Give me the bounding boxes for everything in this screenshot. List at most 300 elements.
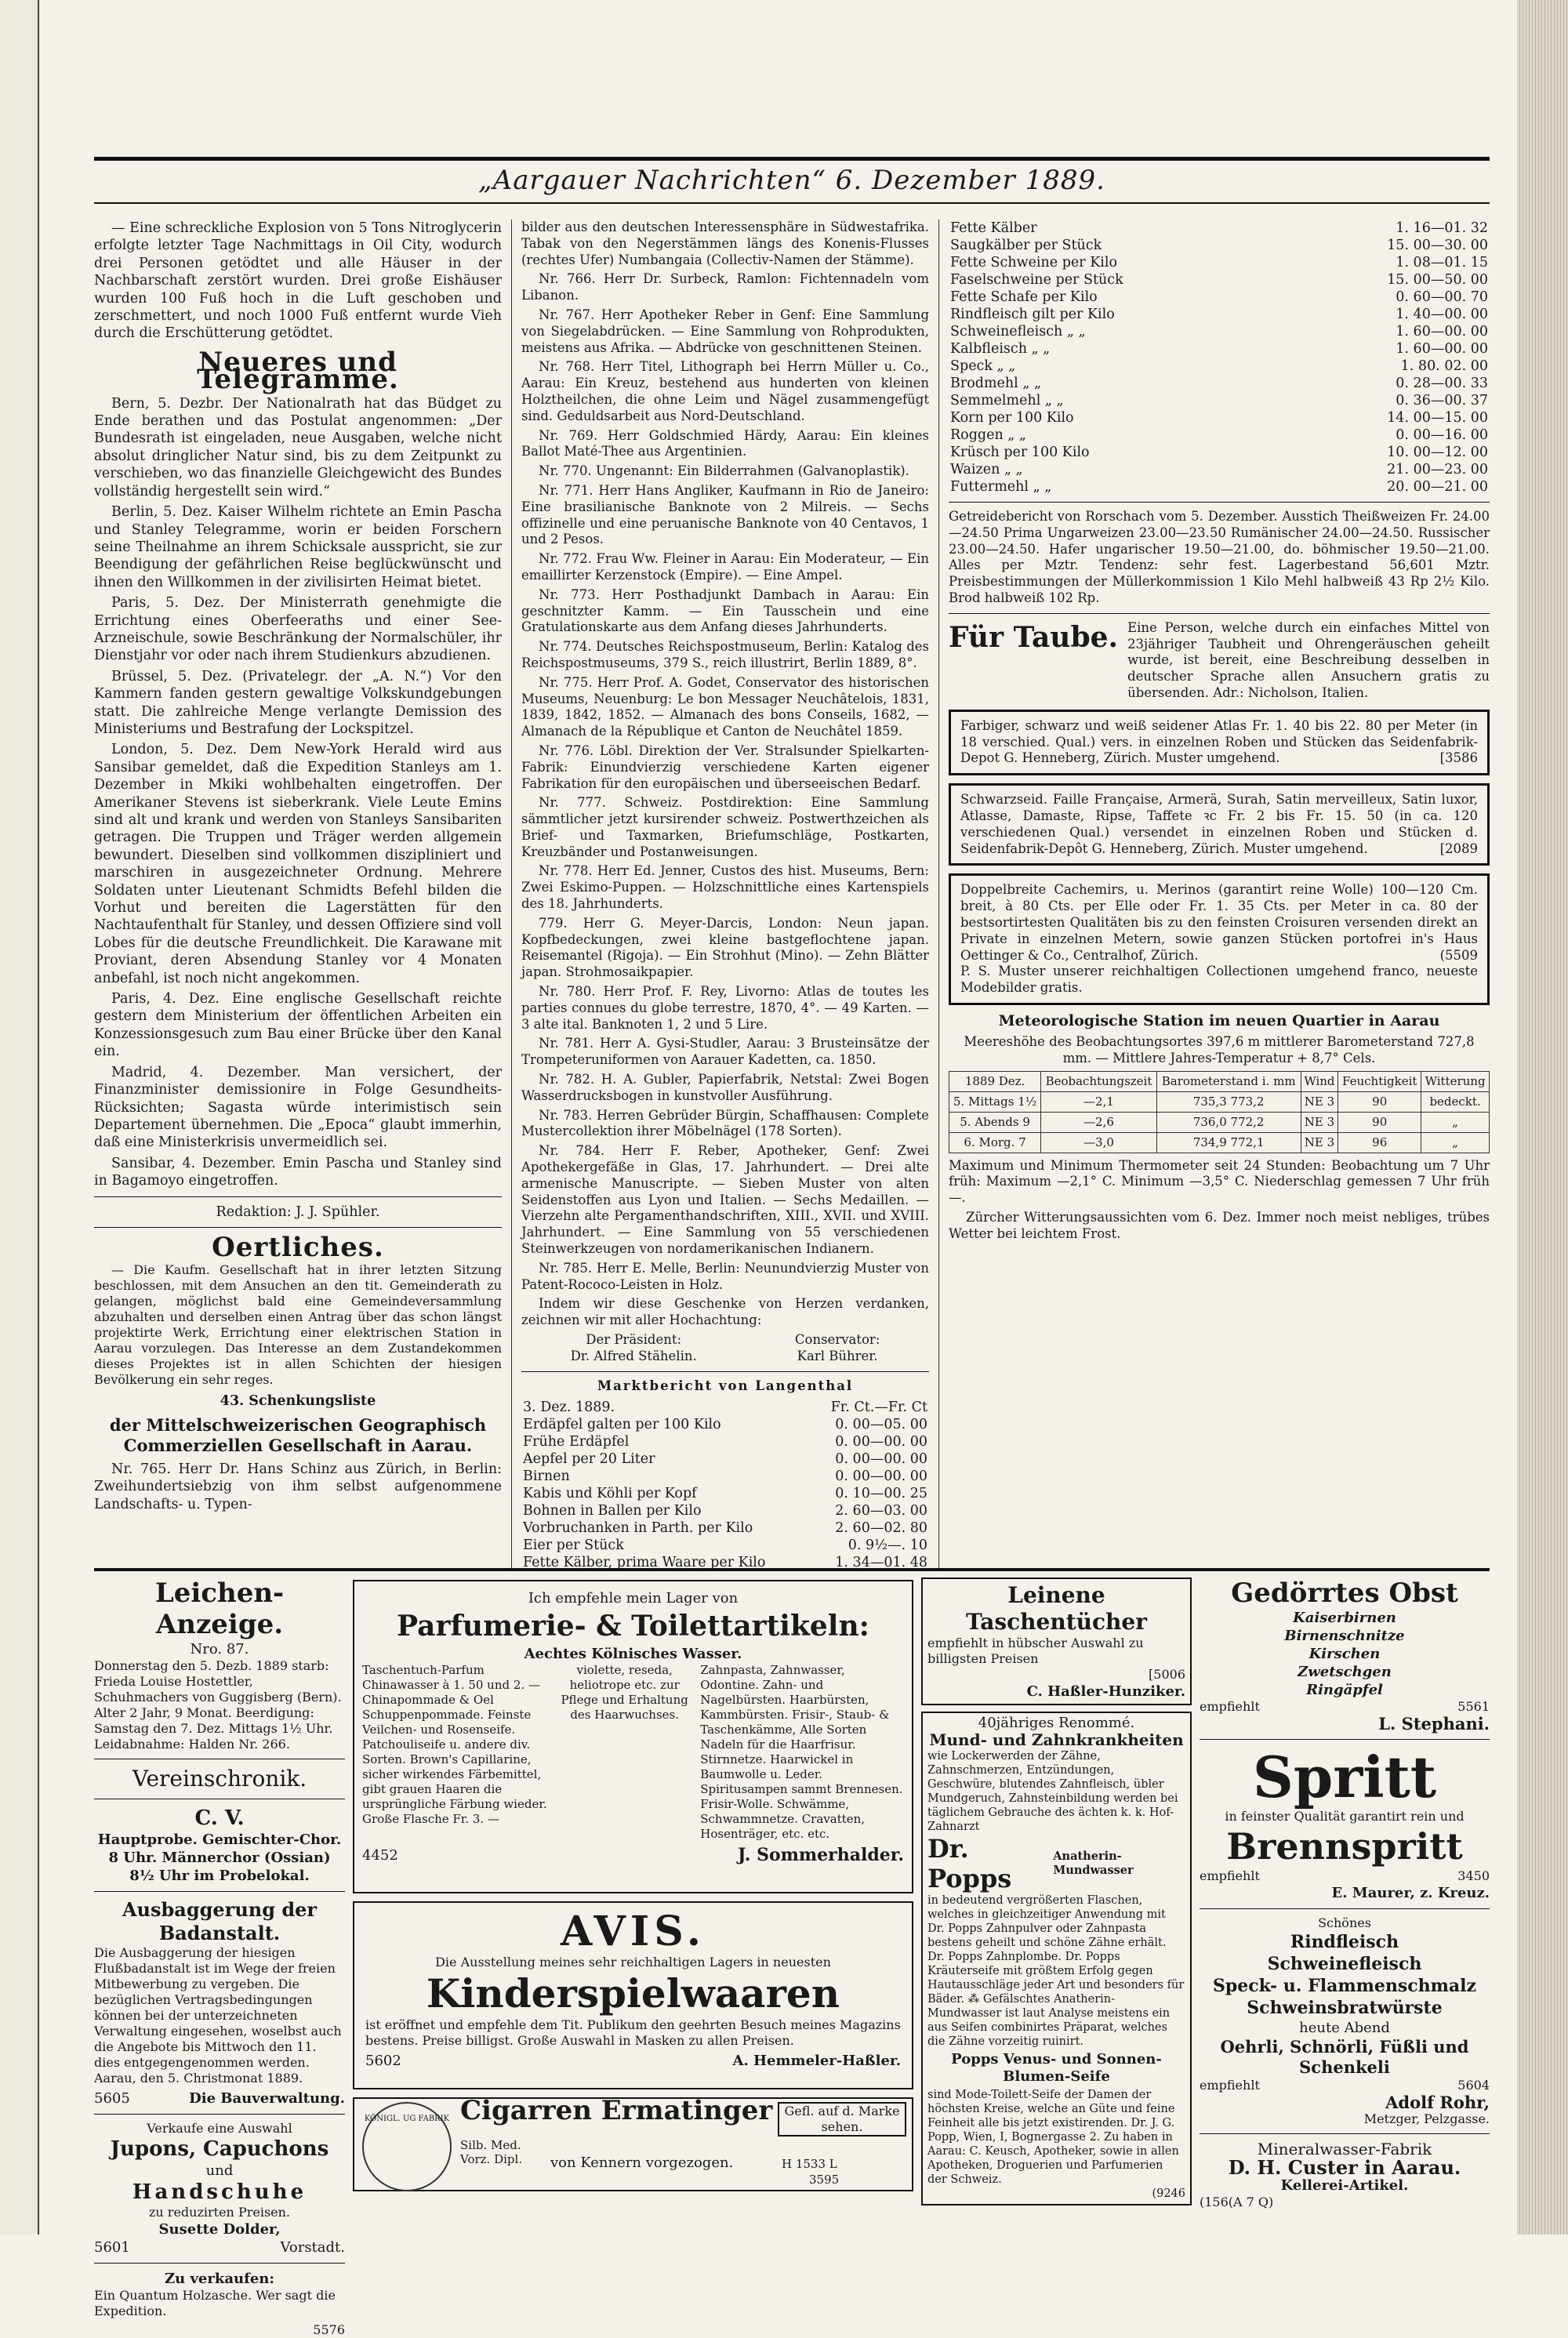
donation-776: Nr. 776. Löbl. Direktion der Ver. Stralsunder Spielkarten-Fabrik: Einundvierzig verschiedene Karten eigener Fabrikation für den europäischen und überseeischen Bedarf. xyxy=(521,742,929,791)
parfumerie-footer xyxy=(362,1846,904,1864)
price-value: 0. 60—00. 70 xyxy=(1396,289,1488,305)
divider xyxy=(94,2263,345,2264)
signature-title: Der Präsident: xyxy=(586,1332,682,1347)
price-item: Waizen „ „ xyxy=(950,462,1023,477)
rohr-item: Rindfleisch xyxy=(1290,1932,1399,1952)
rohr-intro: Schönes xyxy=(1318,1915,1371,1930)
market-item: Kabis und Köhli per Kopf xyxy=(523,1486,697,1502)
market-item: Erdäpfel galten per 100 Kilo xyxy=(523,1417,721,1433)
left-page-edge xyxy=(0,0,39,2235)
donation-765: Nr. 765. Herr Dr. Hans Schinz aus Zürich, in Berlin: Zweihundertsiebzig von ihm selbst aufgenommene Landschafts- u. Typen- xyxy=(94,1461,502,1512)
market-price: 0. 00—00. 00 xyxy=(835,1469,927,1485)
jupons-name: Susette Dolder, xyxy=(158,2221,281,2238)
spritt-footer xyxy=(1200,1868,1490,1884)
price-row xyxy=(949,340,1490,358)
ad-code: 5604 xyxy=(1457,2078,1490,2093)
divider xyxy=(94,2114,345,2115)
divider xyxy=(1200,2133,1490,2134)
ads-column-center-right xyxy=(921,1577,1192,2200)
rohr-sign-left: empfiehlt xyxy=(1200,2078,1260,2093)
ad-code: 3450 xyxy=(1457,1868,1490,1883)
taschentuecher-sign: C. Haßler-Hunziker. xyxy=(1026,1683,1185,1700)
telegram-madrid: Madrid, 4. Dezember. Man versichert, der Finanzminister demissionire in Folge Gesundheits-Rücksichten; Sagasta würde interimistisch sein Departement übernehmen. Die „Epoca“ glaubt immerhin, daß eine Ministerkrisis unvermeidlich sei. xyxy=(94,1064,502,1151)
price-row xyxy=(949,427,1490,444)
price-item: Korn per 100 Kilo xyxy=(950,410,1074,426)
meteo-cell: 5. Abends 9 xyxy=(949,1112,1041,1132)
meteo-header-row xyxy=(949,1072,1490,1092)
club-chronicle-title: Vereinschronik. xyxy=(132,1766,307,1792)
market-row xyxy=(521,1502,929,1519)
cv-title: C. V. xyxy=(194,1806,245,1830)
market-report-title: Marktbericht von Langenthal xyxy=(597,1378,854,1393)
weather-outlook: Zürcher Witterungsaussichten vom 6. Dez. Immer noch meist nebliges, trübes Wetter bei leichtem Frost. xyxy=(949,1209,1490,1241)
parfumerie-mid: violette, reseda, heliotrope etc. zur Pflege und Erhaltung des Haarwuchses. xyxy=(561,1663,688,1722)
parfumerie-sign: J. Sommerhalder. xyxy=(738,1845,904,1865)
price-value: 1. 80. 02. 00 xyxy=(1400,358,1488,374)
popp-big: Dr. Popps xyxy=(927,1834,1012,1893)
price-item: Faselschweine per Stück xyxy=(950,272,1123,288)
donation-784: Nr. 784. Herr F. Reber, Apotheker, Genf: Zwei Apothekergefäße in Glas, 17. Jahrhundert. — Drei alte armenische Manuscripte. — Sieben Muster von alten Seidenstoffen aus Lyon und Italien. — Sechs Medaillen. — Vierzehn alte Pergamenthandschriften, XIII., XVII. und XVIII. Jahrhundert. — Eine Sammlung von 55 verschiedenen Steinwerkzeugen von nordamerikanischen Indianern. xyxy=(521,1143,929,1257)
ad-code: (156(A 7 Q) xyxy=(1200,2195,1274,2209)
price-table xyxy=(949,220,1490,496)
cachemir-text: Doppelbreite Cachemirs, u. Merinos (garantirt reine Wolle) 100—120 Cm. breit, à 80 Cts. per Elle oder Fr. 1. 35 Cts. per Meter in ca. 80 der bestsortirtesten Qualitäten bis zu den feinsten Croisuren versenden direkt an Private in einzelnen Metern, sowie ganzen Stücken portofrei in's Haus Oettinger & Co., Centralhof, Zürich. xyxy=(960,882,1478,963)
meteo-cell: bedeckt. xyxy=(1421,1092,1490,1113)
taube-ad xyxy=(949,620,1490,702)
popp-brand xyxy=(927,1834,1185,1893)
signature-title: Conservator: xyxy=(794,1332,880,1347)
price-value: 20. 00—21. 00 xyxy=(1387,479,1488,495)
ad-code: 4452 xyxy=(362,1847,398,1864)
obituary-title: Leichen-Anzeige. xyxy=(154,1577,285,1640)
popp-side: Anatherin-Mundwasser xyxy=(1053,1850,1134,1877)
popp-seife: Popps Venus- und Sonnen-Blumen-Seife xyxy=(951,2051,1162,2085)
donation-774: Nr. 774. Deutsches Reichspostmuseum, Berlin: Katalog des Reichspostmuseums, 379 S., reich illustrirt, Berlin 1889, 8°. xyxy=(521,639,929,670)
editor-credit: Redaktion: J. J. Spühler. xyxy=(216,1203,380,1220)
masthead: „Aargauer Nachrichten“ 6. Dezember 1889. xyxy=(478,165,1105,196)
price-item: Schweinefleisch „ „ xyxy=(950,324,1086,339)
cigar-title: Cigarren Ermatinger xyxy=(460,2095,773,2126)
article-explosion: — Eine schreckliche Explosion von 5 Tons Nitroglycerin erfolgte letzter Tage Nachmittags in Oil City, wodurch drei Personen getödtet und alle Häuser in der Nachbarschaft zerstört wurden. Drei große Eishäuser wurden 100 Fuß hoch in die Luft geschoben und zerschmettert, und noch 1000 Fuß entfernt wurde Vieh durch die Erschütterung getödtet. xyxy=(94,220,502,342)
obst-sign-left: empfiehlt xyxy=(1200,1699,1260,1714)
price-row xyxy=(949,289,1490,306)
market-item: Aepfel per 20 Liter xyxy=(523,1451,655,1468)
cigarren-ad xyxy=(353,2097,913,2191)
masthead-rule xyxy=(94,202,1490,204)
donation-785: Nr. 785. Herr E. Melle, Berlin: Neunundvierzig Muster von Patent-Rococo-Leisten in Holz. xyxy=(521,1260,929,1292)
cigar-stamp-icon xyxy=(362,2102,452,2191)
market-item: Frühe Erdäpfel xyxy=(523,1434,630,1450)
badanstalt-footer xyxy=(94,2089,345,2107)
signature-name: Karl Bührer. xyxy=(797,1348,878,1363)
price-row xyxy=(949,220,1490,237)
column-1 xyxy=(94,220,502,1564)
ad-code: [3586 xyxy=(1439,750,1478,766)
rohr-name: Adolf Rohr, xyxy=(1385,2093,1490,2112)
price-row xyxy=(949,323,1490,340)
divider xyxy=(949,502,1490,503)
meteo-cell: NE 3 xyxy=(1301,1132,1338,1153)
jupons-intro: Verkaufe eine Auswahl xyxy=(147,2121,292,2136)
cachemir-ps: P. S. Muster unserer reichhaltigen Collectionen umgehend franco, neueste Modebilder gratis. xyxy=(960,964,1478,996)
donation-766: Nr. 766. Herr Dr. Surbeck, Ramlon: Fichtennadeln vom Libanon. xyxy=(521,271,929,303)
cachemir-ad xyxy=(949,873,1490,1005)
section-heading-telegramme: Neueres und Telegramme. xyxy=(197,346,399,396)
ad-code: 5601 xyxy=(94,2239,130,2256)
market-row xyxy=(521,1468,929,1485)
jupons-place: Vorstadt. xyxy=(280,2239,345,2256)
meteo-footer: Maximum und Minimum Thermometer seit 24 Stunden: Beobachtung um 7 Uhr früh: Maximum —2,1° C. Minimum —3,5° C. Niederschlag gemessen 7 Uhr früh —. xyxy=(949,1157,1490,1206)
price-value: 0. 28—00. 33 xyxy=(1396,376,1488,391)
price-row xyxy=(949,409,1490,427)
price-value: 1. 16—01. 32 xyxy=(1396,220,1488,236)
obst-item: Ringäpfel xyxy=(1306,1682,1383,1698)
price-item: Kalbfleisch „ „ xyxy=(950,341,1051,357)
divider xyxy=(94,1227,502,1228)
popp-ad xyxy=(921,1712,1192,2205)
mineral-title: Mineralwasser-Fabrik xyxy=(1257,2140,1432,2158)
donation-783: Nr. 783. Herren Gebrüder Bürgin, Schaffhausen: Complete Mustercollektion ihrer Möbelnägel (178 Sorten). xyxy=(521,1107,929,1139)
society-name: der Mittelschweizerischen Geographisch Commerziellen Gesellschaft in Aarau. xyxy=(109,1414,487,1455)
meteo-row xyxy=(949,1092,1490,1113)
meteo-cell: 6. Morg. 7 xyxy=(949,1132,1041,1153)
avis-sign: A. Hemmeler-Haßler. xyxy=(732,2053,901,2069)
market-price: 0. 00—00. 00 xyxy=(835,1434,927,1450)
meteo-cell: 90 xyxy=(1338,1112,1421,1132)
obst-item: Kirschen xyxy=(1308,1646,1381,1662)
taube-text: Eine Person, welche durch ein einfaches Mittel von 23jähriger Taubheit und Ohrengeräuschen geheilt wurde, ist bereit, eine Beschreibung desselben in deutscher Sprache allen Ansuchern gratis zu übersenden. Adr.: Nicholson, Italien. xyxy=(1127,619,1490,700)
column-divider xyxy=(511,220,512,1568)
market-table xyxy=(521,1399,929,1571)
donation-779: 779. Herr G. Meyer-Darcis, London: Neun japan. Kopfbedeckungen, zwei kleine bastgeflochtene japan. Reisemantel (Rigoja). — Ein Strohhut (Mino). — Zehn Blätter japan. Strohmosaikpapier. xyxy=(521,915,929,980)
telegram-bruessel: Brüssel, 5. Dez. (Privatelegr. der „A. N.“) Vor den Kammern fanden gestern gewaltige Volkskundgebungen statt. Die zahlreiche Menge verlangte Demission des Ministeriums und Bestrafung der Lockspitzel. xyxy=(94,668,502,737)
obituary-text: Donnerstag den 5. Dezb. 1889 starb: Frieda Louise Hostettler, Schuhmachers von Guggisberg (Bern). Alter 2 Jahr, 9 Monat. Beerdigung: Samstag den 7. Dez. Mittags 1½ Uhr. Leidabnahme: Halden Nr. 266. xyxy=(94,1658,342,1752)
market-price-header: Fr. Ct.—Fr. Ct xyxy=(830,1400,927,1416)
article-local: — Die Kaufm. Gesellschaft hat in ihrer letzten Sitzung beschlossen, mit dem Ansuchen an den tit. Gemeinderath zu gelangen, möglichst bald eine Gemeindeversammlung abzuhalten und derselben einen Antrag über das schon längst projektirte Werk, Errichtung einer elektrischen Station in Aarau vorzulegen. Das Interesse an dem Zustandekommen dieses Projektes ist in allen Schichten der hiesigen Bevölkerung ein sehr reges. xyxy=(94,1262,502,1388)
cigar-note: Gefl. auf d. Marke sehen. xyxy=(778,2102,906,2137)
market-row xyxy=(521,1537,929,1554)
donation-list-title: 43. Schenkungsliste xyxy=(220,1393,376,1410)
rohr-item: Speck- u. Flammenschmalz xyxy=(1212,1976,1477,1996)
avis-sub: Die Ausstellung meines sehr reichhaltigen Lagers in neuesten xyxy=(435,1955,831,1970)
meteo-cell: —2,6 xyxy=(1041,1112,1157,1132)
price-item: Rindfleisch gilt per Kilo xyxy=(950,307,1115,322)
price-value: 15. 00—50. 00 xyxy=(1387,272,1488,288)
ad-code: (9246 xyxy=(1152,2187,1185,2200)
rohr-list xyxy=(1200,1931,1490,2019)
market-price: 2. 60—03. 00 xyxy=(835,1503,927,1519)
donation-772: Nr. 772. Frau Ww. Fleiner in Aarau: Ein Moderateur, — Ein emaillirter Kerzenstock (Empire). — Eine Ampel. xyxy=(521,551,929,583)
ad-code: [2089 xyxy=(1439,840,1478,856)
market-row xyxy=(521,1450,929,1468)
meteo-header: 1889 Dez. xyxy=(949,1072,1041,1092)
avis-text: ist eröffnet und empfehle dem Tit. Publikum den geehrten Besuch meines Magazins bestens. Preise billigst. Große Auswahl in Masken zu allen Preisen. xyxy=(365,2017,901,2048)
divider xyxy=(521,1371,929,1372)
spritt-sign: E. Maurer, z. Kreuz. xyxy=(1331,1885,1490,1901)
badanstalt-title: Ausbaggerung der Badanstalt. xyxy=(122,1898,318,1944)
donation-778: Nr. 778. Herr Ed. Jenner, Custos des hist. Museums, Bern: Zwei Eskimo-Puppen. — Holzschnittliche eines Kartenspiels des 18. Jahrhunderts. xyxy=(521,863,929,912)
market-item: Fette Kälber, prima Waare per Kilo xyxy=(523,1555,766,1571)
parfumerie-right: Zahnpasta, Zahnwasser, Odontine. Zahn- und Nagelbürsten. Haarbürsten, Kammbürsten. Frisir-, Staub- & Taschenkämme, Alle Sorten Nadeln für die Haarfrisur. Stirnnetze. Haarwickel in Baumwolle u. Leder. Spiritusampen sammt Brennesen. Frisir-Wolle. Schwämme, Schwammnetze. Cravatten, Hosenträger, etc. etc. xyxy=(700,1663,903,1841)
avis-big: Kinderspielwaaren xyxy=(426,1970,840,2017)
taschentuecher-text: empfiehlt in hübscher Auswahl zu billigsten Preisen xyxy=(927,1636,1144,1666)
column-divider xyxy=(938,220,939,1568)
price-row xyxy=(949,237,1490,254)
telegram-london: London, 5. Dez. Dem New-York Herald wird aus Sansibar gemeldet, daß die Expedition Stanleys am 1. Dezember in Mkiki wohlbehalten eingetroffen. Der Amerikaner Stevens ist sieberkrank. Viele Leute Emins sind alt und krank und werden von Stanleys Sansibariten getragen. Die Truppen und Träger werden allgemein bewundert. Dieselben sind vollkommen diszipliniert und marschiren in ausgezeichneter Ordnung. Mehrere Soldaten unter Lieutenant Schmidts Befehl bilden die Vorhut und bereiten die Lagerstätten für den Nachtaufenthalt für Stanley, und dessen Offiziere sind voll Lobes für die deutsche Freundlichkeit. Die Karawane mit Proviant, deren Absendung Stanley vor 4 Monaten anbefahl, ist noch nicht angekommen. xyxy=(94,742,502,986)
silk-atlas-text: Farbiger, schwarz und weiß seidener Atlas Fr. 1. 40 bis 22. 80 per Meter (in 18 verschied. Qual.) vers. in einzelnen Roben und Stücken das Seidenfabrik-Depot G. Henneberg, Zürich. Muster umgehend. xyxy=(960,717,1478,766)
meteo-cell: NE 3 xyxy=(1301,1112,1338,1132)
meteo-cell: 90 xyxy=(1338,1092,1421,1113)
signature-conservator xyxy=(795,1332,880,1365)
top-rule xyxy=(94,157,1490,161)
rorschach-report: Getreidebericht von Rorschach vom 5. Dezember. Ausstich Theißweizen Fr. 24.00—24.50 Prima Ungarweizen 23.00—23.50 Rumänischer 24.00—24.50. Russischer 23.00—24.50. Hafer ungarischer 19.50—21.00, do. böhmischer 19.50—21.00. Alles per Mztr. Tendenz: sehr fest. Lagerbestand 56,601 Mztr. Preisbestimmungen der Müllerkommission 1 Kilo Mehl halbweiß 43 Rp 2½ Kilo. Brod halbweiß 102 Rp. xyxy=(949,509,1490,605)
price-item: Brodmehl „ „ xyxy=(950,376,1042,391)
market-table-header xyxy=(521,1399,929,1416)
meteo-table xyxy=(949,1071,1490,1153)
meteo-cell: 736,0 772,2 xyxy=(1156,1112,1301,1132)
donation-777: Nr. 777. Schweiz. Postdirektion: Eine Sammlung sämmtlicher jetzt kursirender schweiz. Postwerthzeichen als Brief- und Taxmarken, Briefumschläge, Postkarten, Kreuzbänder und Postanweisungen. xyxy=(521,795,929,859)
price-value: 1. 60—00. 00 xyxy=(1396,341,1488,357)
cv-text: Hauptprobe. Gemischter-Chor. 8 Uhr. Männerchor (Ossian) 8½ Uhr im Probelokal. xyxy=(97,1832,342,1884)
divider xyxy=(1200,1908,1490,1909)
obst-list xyxy=(1200,1609,1490,1699)
spritt-title-2: Brennspritt xyxy=(1226,1825,1463,1868)
price-item: Fette Schweine per Kilo xyxy=(950,255,1117,270)
spritt-text: in feinster Qualität garantirt rein und xyxy=(1225,1809,1465,1824)
parfumerie-intro: Ich empfehle mein Lager von xyxy=(528,1590,739,1606)
jupons-title: Jupons, Capuchons xyxy=(110,2137,329,2161)
market-row xyxy=(521,1433,929,1450)
meteo-header: Barometerstand i. mm xyxy=(1156,1072,1301,1092)
meteo-cell: NE 3 xyxy=(1301,1092,1338,1113)
jupons-price: zu reduzirten Preisen. xyxy=(148,2205,291,2220)
market-date: 3. Dez. 1889. xyxy=(523,1400,615,1416)
obst-sign: L. Stephani. xyxy=(1378,1714,1490,1734)
meteo-cell: 96 xyxy=(1338,1132,1421,1153)
meteo-title: Meteorologische Station im neuen Quartier in Aarau xyxy=(998,1011,1440,1029)
badanstalt-text: Die Ausbaggerung der hiesigen Flußbadanstalt ist im Wege der freien Mitbewerbung zu vergeben. Die bezüglichen Vertragsbedingungen können bei der unterzeichneten Verwaltung eingesehen, woselbst auch die Angebote bis Mittwoch den 11. dies entgegengenommen werden. Aarau, den 5. Christmonat 1889. xyxy=(94,1945,342,2086)
ads-column-right xyxy=(1200,1577,1490,2209)
silk-faille-ad xyxy=(949,783,1490,866)
market-price: 0. 00—05. 00 xyxy=(835,1417,927,1433)
price-row xyxy=(949,478,1490,496)
market-price: 0. 00—00. 00 xyxy=(835,1451,927,1468)
donation-text: bilder aus den deutschen Interessensphäre in Südwestafrika. Tabak von den Negerstämmen längs des Konenis-Flusses (rechtes Ufer) Numbangaia (Collectiv-Namen der Stämme). xyxy=(521,220,929,267)
market-row xyxy=(521,1519,929,1537)
telegram-paris-2: Paris, 4. Dez. Eine englische Gesellschaft reichte gestern dem Ministerium der öffentlichen Arbeiten ein Konzessionsgesuch zum Bau einer Brücke über den Kanal ein. xyxy=(94,991,502,1060)
meteo-cell: —2,1 xyxy=(1041,1092,1157,1113)
price-item: Semmelmehl „ „ xyxy=(950,393,1064,408)
donation-781: Nr. 781. Herr A. Gysi-Studler, Aarau: 3 Brusteinsätze der Trompeteruniformen von Aarauer Kadetten, ca. 1850. xyxy=(521,1036,929,1068)
ad-code: 5576 xyxy=(313,2322,345,2337)
rohr-footer xyxy=(1200,2078,1490,2093)
jupons-und: und xyxy=(205,2162,234,2179)
cigar-code: H 1533 L xyxy=(782,2157,837,2171)
popp-intro: 40jähriges Renommé. xyxy=(978,1715,1135,1731)
sale-title: Zu verkaufen: xyxy=(164,2271,275,2287)
column-3 xyxy=(949,220,1490,1564)
ad-code: (5509 xyxy=(1439,947,1478,963)
meteo-cell: 735,3 773,2 xyxy=(1156,1092,1301,1113)
donation-769: Nr. 769. Herr Goldschmied Härdy, Aarau: Ein kleines Ballot Maté-Thee aus Argentinien. xyxy=(521,427,929,459)
meteo-cell: —3,0 xyxy=(1041,1132,1157,1153)
meteo-header: Wind xyxy=(1301,1072,1338,1092)
spritt-title: Spritt xyxy=(1252,1744,1437,1810)
price-item: Futtermehl „ „ xyxy=(950,479,1052,495)
meteo-row xyxy=(949,1132,1490,1153)
price-row xyxy=(949,306,1490,323)
popp-text-1: wie Lockerwerden der Zähne, Zahnschmerzen, Entzündungen, Geschwüre, blutendes Zahnfleisch, übler Mundgeruch, Zahnsteinbildung werden bei täglichem Gebrauche des ächten k. k. Hof-Zahnarzt xyxy=(927,1750,1178,1833)
donation-775: Nr. 775. Herr Prof. A. Godet, Conservator des historischen Museums, Neuenburg: Le bon Messager Neuchâtelois, 1831, 1839, 1842, 1852. — Almanach des bons Conseils, 1682, — Almanach de la République et Canton de Neuchâtel 1859. xyxy=(521,674,929,739)
taube-title: Für Taube. xyxy=(949,620,1119,654)
avis-ad xyxy=(353,1901,913,2089)
donation-773: Nr. 773. Herr Posthadjunkt Dambach in Aarau: Ein geschnitzter Kamm. — Ein Tausschein und eine Gratulationskarte aus dem Anfang dieses Jahrhunderts. xyxy=(521,586,929,635)
cigar-stamp-text: KÖNIGL. UG FABRIK xyxy=(364,2115,450,2123)
obst-item: Birnenschnitze xyxy=(1284,1628,1405,1644)
market-item: Birnen xyxy=(523,1469,570,1485)
cigar-number: 3595 xyxy=(809,2173,840,2187)
signature-name: Dr. Alfred Stähelin. xyxy=(570,1348,697,1363)
divider xyxy=(94,1196,502,1197)
price-value: 21. 00—23. 00 xyxy=(1387,462,1488,477)
parfumerie-title: Parfumerie- & Toilettartikeln: xyxy=(397,1610,869,1643)
price-row xyxy=(949,358,1490,375)
rohr-item: Schweinsbratwürste xyxy=(1247,1998,1443,2018)
donation-768: Nr. 768. Herr Titel, Lithograph bei Herrn Müller u. Co., Aarau: Ein Kreuz, bestehend aus hunderten von kleinen Holztheilchen, die ohne Leim und Nägel zusammengefügt sind. Geduldsarbeit aus Nord-Deutschland. xyxy=(521,359,929,423)
meteo-cell: 5. Mittags 1½ xyxy=(949,1092,1041,1113)
parfumerie-body xyxy=(362,1663,904,1842)
donation-767: Nr. 767. Herr Apotheker Reber in Genf: Eine Sammlung von Siegelabdrücken. — Eine Sammlung von Rohprodukten, meistens aus Afrika. — Abdrücke von geschnittenen Steinen. xyxy=(521,307,929,355)
price-row xyxy=(949,271,1490,289)
divider xyxy=(94,1891,345,1892)
meteo-row xyxy=(949,1112,1490,1132)
rohr-heute: heute Abend xyxy=(1299,2020,1390,2036)
popp-text-2: in bedeutend vergrößerten Flaschen, welches in gleichzeitiger Anwendung mit Dr. Popps Zahnpulver oder Zahnpasta bestens geheilt und schöne Zähne erhält. Dr. Popps Zahnplombe. Dr. Popps Kräuterseife mit größtem Erfolg gegen Hautausschläge jeder Art und besonders für Bäder. ⁂ Gefälschtes Anatherin-Mundwasser ist laut Analyse meistens ein aus Seifen combinirtes Präparat, welches die Zähne vorzeitig ruinirt. xyxy=(927,1894,1185,2048)
ads-divider xyxy=(94,1568,1490,1571)
market-price: 0. 10—00. 25 xyxy=(835,1486,927,1502)
badanstalt-sign: Die Bauverwaltung. xyxy=(189,2090,345,2107)
price-value: 1. 08—01. 15 xyxy=(1396,255,1488,270)
market-row xyxy=(521,1416,929,1433)
parfumerie-left: Taschentuch-Parfum Chinawasser à 1. 50 und 2. — Chinapommade & Oel Schuppenpommade. Feinste Veilchen- und Rosenseife. Patchouliseife u. andere div. Sorten. Brown's Capillarine, sicher wirkendes Färbemittel, gibt grauen Haaren die ursprüngliche Färbung wieder. Große Flasche Fr. 3. — xyxy=(362,1663,547,1826)
signatures xyxy=(521,1332,929,1365)
rohr-item: Schweinefleisch xyxy=(1267,1954,1422,1974)
price-value: 15. 00—30. 00 xyxy=(1387,238,1488,253)
parfumerie-ad xyxy=(353,1580,913,1893)
price-row xyxy=(949,375,1490,392)
cigar-medal: Silb. Med. Vorz. Dipl. xyxy=(460,2138,523,2166)
obst-item: Zwetschgen xyxy=(1298,1664,1392,1680)
silk-atlas-ad xyxy=(949,710,1490,775)
divider xyxy=(949,613,1490,614)
market-row xyxy=(521,1485,929,1502)
ad-code: 5605 xyxy=(94,2090,130,2107)
meteo-cell: „ xyxy=(1421,1132,1490,1153)
rohr-items-2: Oehrli, Schnörli, Füßli und Schenkeli xyxy=(1220,2037,1469,2077)
price-item: Fette Kälber xyxy=(950,220,1037,236)
silk-faille-text: Schwarzseid. Faille Française, Armerä, Surah, Satin merveilleux, Satin luxor, Atlasse, Damaste, Ripse, Taffete ꝛc Fr. 2 bis Fr. 15. 50 (in ca. 120 verschiedenen Qual.) versendet in einzelnen Roben und Stücken d. Seidenfabrik-Depôt G. Henneberg, Zürich. Muster umgehend. xyxy=(960,792,1478,856)
meteo-header: Witterung xyxy=(1421,1072,1490,1092)
obst-item: Kaiserbirnen xyxy=(1293,1610,1396,1626)
obituary-number: Nro. 87. xyxy=(190,1641,249,1657)
market-price: 2. 60—02. 80 xyxy=(835,1520,927,1537)
market-price: 0. 9½—. 10 xyxy=(848,1537,927,1554)
popp-text-3: sind Mode-Toilett-Seife der Damen der höchsten Kreise, welche an Güte und feine Feinheit alle bis jetzt existirenden. Dr. J. G. Popp, Wien, I, Bognergasse 2. Zu haben in Aarau: C. Keusch, Apotheker, sowie in allen Apotheken, Droguerien und Parfumerien der Schweiz. xyxy=(927,2089,1179,2186)
meteo-header: Feuchtigkeit xyxy=(1338,1072,1421,1092)
price-value: 1. 40—00. 00 xyxy=(1396,307,1488,322)
rohr-role: Metzger, Pelzgasse. xyxy=(1363,2111,1490,2126)
column-2 xyxy=(521,220,929,1571)
price-item: Krüsch per 100 Kilo xyxy=(950,445,1090,460)
newspaper-page xyxy=(94,157,1490,2337)
divider xyxy=(1200,1739,1490,1740)
telegram-berlin: Berlin, 5. Dez. Kaiser Wilhelm richtete an Emin Pascha und Stanley Telegramme, worin er beiden Forschern seine Theilnahme an ihrem Schicksale ausspricht, sie zur Beendigung der gefährlichen Reise beglückwünscht und ihnen den Willkommen in der zivilisirten Heimat bietet. xyxy=(94,504,502,590)
mineral-sub: Kellerei-Artikel. xyxy=(1280,2177,1409,2194)
price-row xyxy=(949,444,1490,461)
donation-thanks: Indem wir diese Geschenke von Herzen verdanken, zeichnen wir mit aller Hochachtung: xyxy=(521,1296,929,1328)
meteo-cell: „ xyxy=(1421,1112,1490,1132)
taschentuecher-ad xyxy=(921,1577,1192,1705)
meteo-text: Meereshöhe des Beobachtungsortes 397,6 m mittlerer Barometerstand 727,8 mm. — Mittlere Jahres-Temperatur + 8,7° Cels. xyxy=(964,1033,1475,1066)
market-item: Eier per Stück xyxy=(523,1537,624,1554)
ad-code: [5006 xyxy=(1149,1667,1185,1682)
jupons-title-2: Handschuhe xyxy=(132,2180,307,2204)
price-value: 0. 36—00. 37 xyxy=(1396,393,1488,408)
parfumerie-sub: Aechtes Kölnisches Wasser. xyxy=(524,1646,742,1662)
signature-president xyxy=(571,1332,697,1365)
donation-771: Nr. 771. Herr Hans Angliker, Kaufmann in Rio de Janeiro: Eine brasilianische Banknote von 2 Milreis. — Sechs offizinelle und eine peruanische Banknote von 40 Centavos, 1 und 2 Pesos. xyxy=(521,482,929,547)
donation-770: Nr. 770. Ungenannt: Ein Bilderrahmen (Galvanoplastik). xyxy=(539,463,909,479)
price-row xyxy=(949,392,1490,409)
avis-footer xyxy=(365,2052,901,2070)
price-value: 0. 00—16. 00 xyxy=(1396,427,1488,443)
spritt-sign-left: empfiehlt xyxy=(1200,1868,1260,1883)
market-item: Bohnen in Ballen per Kilo xyxy=(523,1503,702,1519)
ad-code: 5602 xyxy=(365,2053,401,2069)
sale-text: Ein Quantum Holzasche. Wer sagt die Expedition. xyxy=(94,2288,336,2318)
taschentuecher-title: Leinene Taschentücher xyxy=(966,1582,1147,1635)
mineral-name: D. H. Custer in Aarau. xyxy=(1228,2156,1461,2179)
telegram-bern: Bern, 5. Dezbr. Der Nationalrath hat das Büdget zu Ende berathen und das Postulat angenommen: „Der Bundesrath ist eingeladen, neue Ausgaben, welche nicht absolut dringlicher Natur sind, bis zu dem Zeitpunkt zu verschieben, wo das finanzielle Gleichgewicht des Bundes vollständig hergestellt sein wird.“ xyxy=(94,395,502,499)
ad-code: 5561 xyxy=(1457,1699,1490,1714)
price-item: Saugkälber per Stück xyxy=(950,238,1102,253)
price-row xyxy=(949,461,1490,478)
meteo-cell: 734,9 772,1 xyxy=(1156,1132,1301,1153)
telegram-sansibar: Sansibar, 4. Dezember. Emin Pascha und Stanley sind in Bagamoyo eingetroffen. xyxy=(94,1155,502,1189)
market-item: Vorbruchanken in Parth. per Kilo xyxy=(523,1520,753,1537)
price-item: Fette Schafe per Kilo xyxy=(950,289,1098,305)
price-value: 1. 60—00. 00 xyxy=(1396,324,1488,339)
avis-title: AVIS. xyxy=(560,1908,706,1955)
price-row xyxy=(949,254,1490,271)
right-page-edge xyxy=(1517,0,1568,2235)
obst-footer xyxy=(1200,1699,1490,1715)
price-value: 14. 00—15. 00 xyxy=(1387,410,1488,426)
jupons-footer xyxy=(94,2238,345,2256)
donation-780: Nr. 780. Herr Prof. F. Rey, Livorno: Atlas de toutes les parties connues du globe terrestre, 1870, 4°. — 49 Karten. — 3 alte ital. Banknoten 1, 2 und 5 Lire. xyxy=(521,984,929,1032)
price-value: 10. 00—12. 00 xyxy=(1387,445,1488,460)
telegram-paris: Paris, 5. Dez. Der Ministerrath genehmigte die Errichtung eines Oberfeeraths und einer See-Arzneischule, sowie Beschränkung der Normalschüler, ihr Dienstjahr vor oder nach ihrem Studienkurs abzudienen. xyxy=(94,595,502,664)
meteo-header: Beobachtungszeit xyxy=(1041,1072,1157,1092)
price-item: Roggen „ „ xyxy=(950,427,1027,443)
popp-head: Mund- und Zahnkrankheiten xyxy=(929,1730,1184,1749)
price-item: Speck „ „ xyxy=(950,358,1016,374)
obst-title: Gedörrtes Obst xyxy=(1231,1577,1458,1609)
market-price: 1. 34—01. 48 xyxy=(835,1555,927,1571)
section-heading-oertliches: Oertliches. xyxy=(212,1231,384,1263)
ads-column-left xyxy=(94,1577,345,2337)
donation-782: Nr. 782. H. A. Gubler, Papierfabrik, Netstal: Zwei Bogen Wasserdrucksbogen in kunstvoller Ausführung. xyxy=(521,1072,929,1103)
cigar-text: von Kennern vorgezogen. xyxy=(550,2155,734,2171)
